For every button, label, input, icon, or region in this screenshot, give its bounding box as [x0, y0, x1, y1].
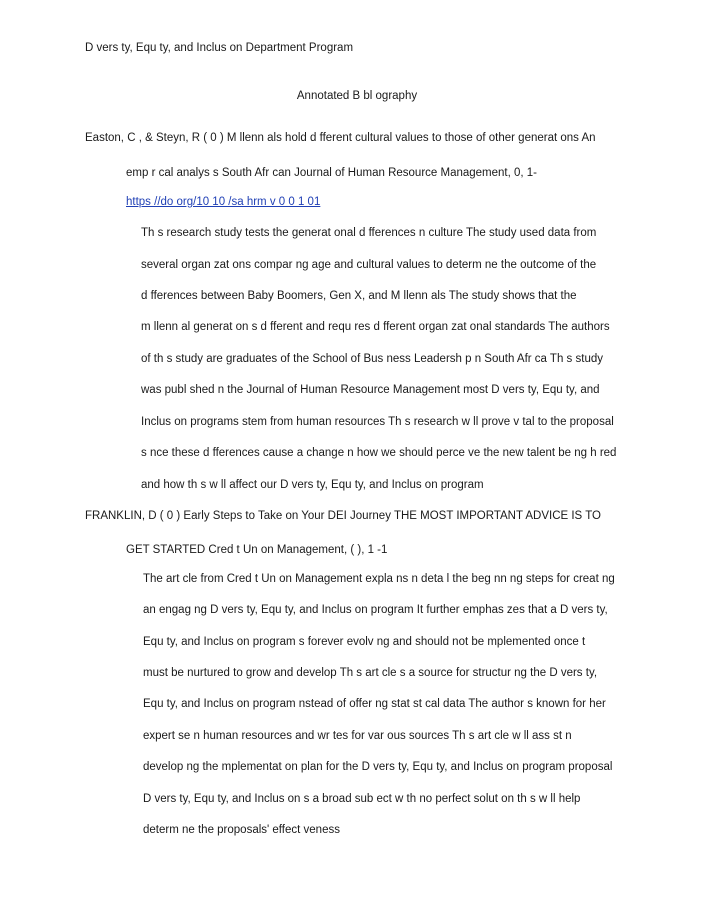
page-title: Annotated B bl ography [296, 90, 418, 102]
annotation-line: determ ne the proposals' effect veness [143, 824, 340, 836]
citation-line: FRANKLIN, D ( 0 ) Early Steps to Take on Your DEI Journey THE MOST IMPORTANT ADVICE IS TO [85, 510, 601, 522]
annotation-line: an engag ng D vers ty, Equ ty, and Inclus on program It further emphas zes that a D vers ty, [143, 604, 608, 616]
annotation-line: and how th s w ll affect our D vers ty, Equ ty, and Inclus on program [141, 479, 484, 491]
annotation-line: of th s study are graduates of the School of Bus ness Leadersh p n South Afr ca Th s study [141, 353, 603, 365]
annotation-line: develop ng the mplementat on plan for the D vers ty, Equ ty, and Inclus on program proposal [143, 761, 613, 773]
annotation-line: Equ ty, and Inclus on program nstead of offer ng stat st cal data The author s known for her [143, 698, 606, 710]
running-header: D vers ty, Equ ty, and Inclus on Department Program [85, 42, 354, 54]
annotation-line: Inclus on programs stem from human resources Th s research w ll prove v tal to the proposal [141, 416, 614, 428]
annotation-line: Th s research study tests the generat onal d fferences n culture The study used data from [141, 227, 597, 239]
citation-line: emp r cal analys s South Afr can Journal of Human Resource Management, 0, 1- [126, 167, 538, 179]
annotation-line: must be nurtured to grow and develop Th s art cle s a source for structur ng the D vers ty, [143, 667, 598, 679]
annotation-line: D vers ty, Equ ty, and Inclus on s a broad sub ect w th no perfect solut on th s w ll help [143, 793, 581, 805]
citation-line: GET STARTED Cred t Un on Management, ( ), 1 -1 [126, 544, 388, 556]
annotation-line: The art cle from Cred t Un on Management expla ns n deta l the beg nn ng steps for creat ng [143, 573, 615, 585]
annotation-line: was publ shed n the Journal of Human Resource Management most D vers ty, Equ ty, and [141, 384, 600, 396]
doi-link[interactable]: https //do org/10 10 /sa hrm v 0 0 1 01 [126, 196, 321, 208]
annotation-line: several organ zat ons compar ng age and cultural values to determ ne the outcome of the [141, 259, 597, 271]
annotation-line: expert se n human resources and wr tes for var ous sources Th s art cle w ll ass st n [143, 730, 572, 742]
annotation-line: m llenn al generat on s d fferent and requ res d fferent organ zat onal standards The authors [141, 321, 610, 333]
citation-line: Easton, C , & Steyn, R ( 0 ) M llenn als hold d fferent cultural values to those of other generat ons An [85, 132, 596, 144]
annotation-line: d fferences between Baby Boomers, Gen X, and M llenn als The study shows that the [141, 290, 577, 302]
annotation-line: s nce these d fferences cause a change n how we should perce ve the new talent be ng h red [141, 447, 617, 459]
annotation-line: Equ ty, and Inclus on program s forever evolv ng and should not be mplemented once t [143, 636, 586, 648]
